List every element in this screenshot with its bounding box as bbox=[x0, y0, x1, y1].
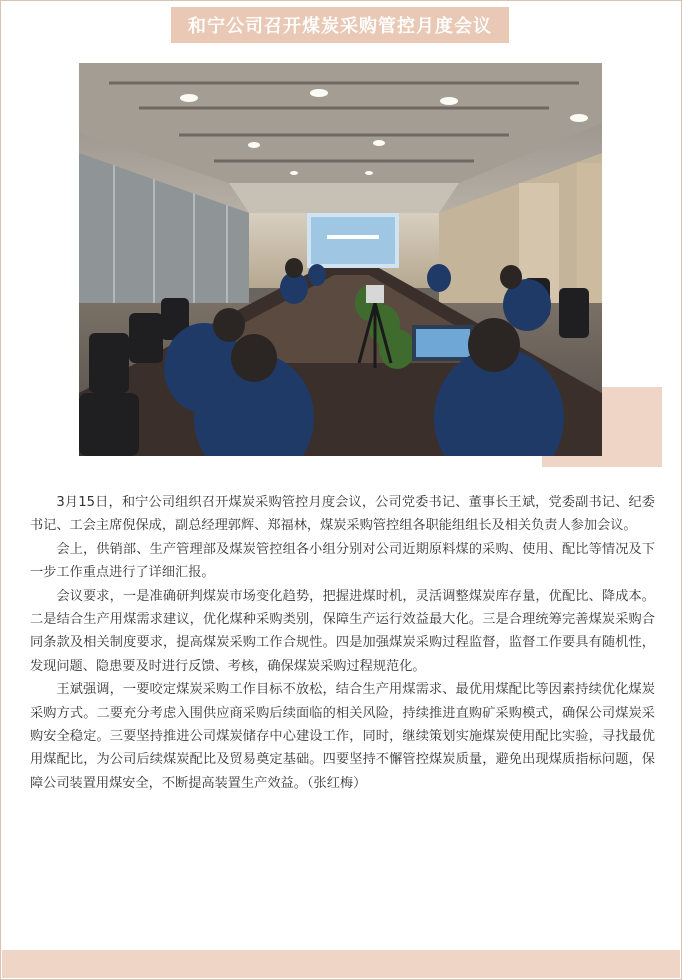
article-paragraph-3: 会议要求，一是准确研判煤炭市场变化趋势，把握进煤时机，灵活调整煤炭库存量，优配比、降成本。二是结合生产用煤需求建议，优化煤种采购类别，保障生产运行效益最大化。三是合理统筹完善煤炭采购合同条款及相关制度要求，提高煤炭采购工作合规性。四是加强煤炭采购过程监督，监督工作要具有随机性，发现问题、隐患要及时进行反馈、考核，确保煤炭采购过程规范化。 bbox=[30, 588, 655, 674]
article-paragraph-4: 王斌强调，一要咬定煤炭采购工作目标不放松，结合生产用煤需求、最优用煤配比等因素持续优化煤炭采购方式。二要充分考虑入围供应商采购后续面临的相关风险，持续推进直购矿采购模式，确保公司煤炭采购安全稳定。三要坚持推进公司煤炭储存中心建设工作，同时，继续策划实施煤炭使用配比实验，寻找最优用煤配比，为公司后续煤炭配比及贸易奠定基础。四要坚持不懈管控煤炭质量，避免出现煤质指标问题，保障公司装置用煤安全，不断提高装置生产效益。（张红梅） bbox=[30, 682, 655, 791]
meeting-photo-icon bbox=[79, 63, 602, 456]
article-body bbox=[30, 491, 655, 795]
article-paragraph-1: 3月15日，和宁公司组织召开煤炭采购管控月度会议，公司党委书记、董事长王斌，党委副书记、纪委书记、工会主席倪保成，副总经理郭辉、郑福林，煤炭采购管控组各职能组组长及相关负责人参加会议。 bbox=[30, 495, 655, 534]
title-banner bbox=[171, 7, 509, 43]
article-paragraph-2: 会上，供销部、生产管理部及煤炭管控组各小组分别对公司近期原料煤的采购、使用、配比等情况及下一步工作重点进行了详细汇报。 bbox=[30, 541, 655, 581]
footer-band bbox=[2, 950, 680, 978]
meeting-photo bbox=[79, 63, 602, 456]
article-title: 和宁公司召开煤炭采购管控月度会议 bbox=[188, 16, 492, 37]
